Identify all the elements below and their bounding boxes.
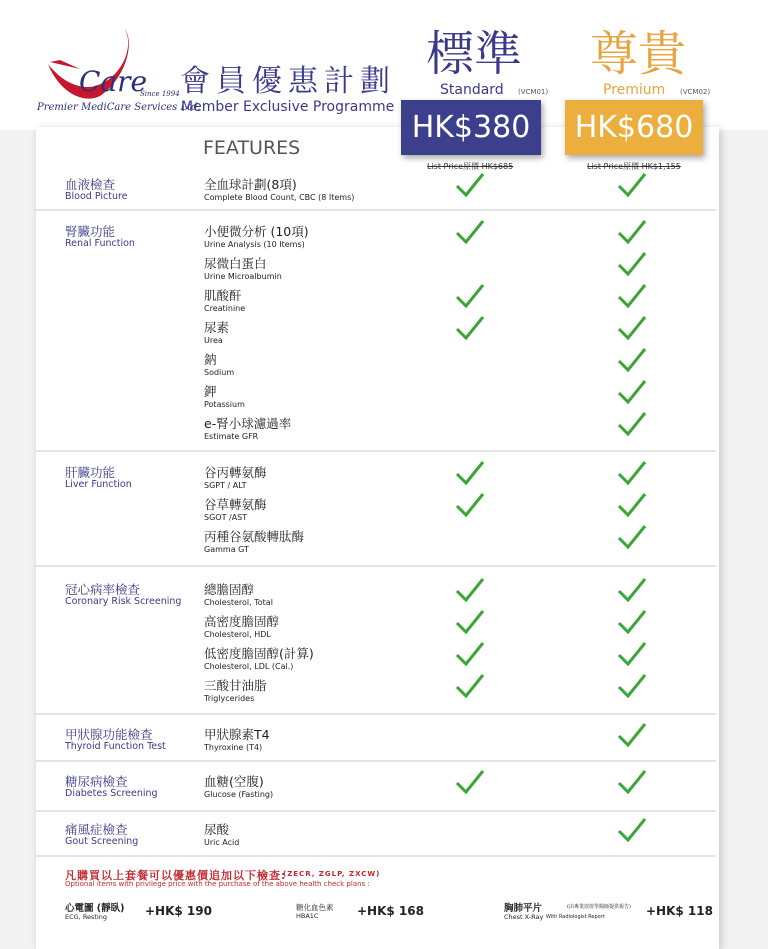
features-heading: FEATURES [203,137,301,159]
premium-check-icon [617,576,647,604]
category-title-zh: 血液檢查 [65,177,116,192]
feature-item-zh: 鉀 [204,384,217,399]
premium-price-badge: HK$680 [565,100,703,155]
premium-plan-title-zh: 尊貴 [590,26,687,82]
premium-plan-code: (VCM02) [680,88,711,96]
feature-item-en: SGPT / ALT [204,481,247,490]
standard-check-icon [455,459,485,487]
category-title-zh: 痛風症檢查 [65,822,128,837]
category-title-en: Gout Screening [65,836,139,847]
row-divider [36,713,716,715]
category-title-en: Thyroid Function Test [65,741,166,752]
feature-item-zh: 鈉 [204,352,217,367]
row-divider [36,760,716,762]
standard-check-icon [455,576,485,604]
page-title-zh: 會員優惠計劃 [180,64,396,99]
optional-item-name-en: Chest X-Ray [504,913,544,921]
feature-item-en: Gamma GT [204,545,249,554]
feature-item-zh: 甲狀腺素T4 [204,727,270,742]
premium-check-icon [617,523,647,551]
feature-item-en: Cholesterol, LDL (Cal.) [204,662,294,671]
feature-item-zh: 低密度膽固醇(計算) [204,646,314,661]
standard-check-icon [455,218,485,246]
feature-item-en: Complete Blood Count, CBC (8 Items) [204,193,355,202]
category-title-zh: 冠心病率檢查 [65,582,141,597]
logo-word: Care [79,65,148,98]
category-title-zh: 糖尿病檢查 [65,774,128,789]
premium-check-icon [617,378,647,406]
feature-item-en: Sodium [204,368,235,377]
premium-check-icon [617,218,647,246]
standard-plan-code: (VCM01) [518,88,549,96]
feature-item-en: Urine Analysis (10 Items) [204,240,305,249]
standard-plan-title-en: Standard [440,82,504,98]
optional-item-name-en: HBA1C [296,912,319,920]
feature-item-zh: 尿酸 [204,822,230,837]
premium-check-icon [617,672,647,700]
standard-check-icon [455,608,485,636]
optional-item-price: +HK$ 118 [646,904,713,918]
feature-item-en: Potassium [204,400,245,409]
row-divider [36,565,716,567]
feature-item-en: Urea [204,336,223,345]
optional-heading-en: Optional items with privilege price with the purchase of the above health check plans : [65,880,370,888]
optional-item-note-en: With Radiologist Report [546,913,605,920]
standard-check-icon [455,314,485,342]
premium-check-icon [617,346,647,374]
row-divider [36,810,716,812]
company-name: Premier MediCare Services Ltd. [37,102,201,113]
feature-item-zh: 小便微分析 (10項) [204,224,309,239]
feature-item-zh: 全血球計劃(8項) [204,177,297,192]
optional-item-name-zh: 胸肺平片 [504,903,543,914]
standard-plan-title-zh: 標準 [426,26,523,82]
optional-item-note-zh: (由專業放射學醫師提供報告) [567,904,631,910]
standard-check-icon [455,282,485,310]
feature-item-zh: 尿微白蛋白 [204,256,267,271]
optional-heading-zh: 凡購買以上套餐可以優惠價追加以下檢查: [65,869,287,882]
feature-item-zh: 高密度膽固醇 [204,614,280,629]
feature-item-zh: 肌酸酐 [204,288,242,303]
premium-check-icon [617,410,647,438]
optional-item-name-zh: 心電圖 (靜臥) [65,903,125,914]
feature-item-zh: 三酸甘油脂 [204,678,267,693]
feature-item-en: Thyroxine (T4) [204,743,263,752]
premium-check-icon [617,816,647,844]
standard-check-icon [455,768,485,796]
feature-item-zh: 總膽固醇 [204,582,255,597]
standard-check-icon [455,672,485,700]
row-divider [36,855,716,857]
feature-item-en: Creatinine [204,304,246,313]
feature-item-zh: 血糖(空腹) [204,774,264,789]
feature-item-en: Cholesterol, Total [204,598,273,607]
category-title-en: Liver Function [65,479,132,490]
feature-item-en: Uric Acid [204,838,240,847]
feature-item-zh: 尿素 [204,320,230,335]
feature-item-en: Glucose (Fasting) [204,790,274,799]
optional-codes: (ZECR, ZGLP, ZXCW) [283,870,381,878]
feature-item-en: Urine Microalbumin [204,272,282,281]
feature-item-zh: e-腎小球濾過率 [204,416,292,431]
page-title-en: Member Exclusive Programme [181,99,395,115]
feature-item-en: Cholesterol, HDL [204,630,271,639]
feature-item-en: Triglycerides [204,694,255,703]
row-divider [36,209,716,211]
feature-item-zh: 谷丙轉氨酶 [204,465,267,480]
category-title-en: Diabetes Screening [65,788,158,799]
standard-list-price: List Price原價 HK$685 [427,162,514,171]
optional-item-price: +HK$ 168 [357,904,424,918]
standard-check-icon [455,491,485,519]
row-divider [36,450,716,452]
premium-check-icon [617,250,647,278]
premium-list-price: List Price原價 HK$1,155 [587,162,681,171]
premium-check-icon [617,459,647,487]
standard-check-icon [455,171,485,199]
standard-price-badge: HK$380 [401,100,541,155]
logo-since: Since 1994 [140,90,180,98]
feature-item-en: Estimate GFR [204,432,259,441]
premium-plan-title-en: Premium [603,82,666,98]
premium-check-icon [617,171,647,199]
feature-item-zh: 谷草轉氨酶 [204,497,267,512]
premium-check-icon [617,282,647,310]
category-title-en: Renal Function [65,238,135,249]
category-title-en: Coronary Risk Screening [65,596,182,607]
standard-check-icon [455,640,485,668]
optional-item-price: +HK$ 190 [145,904,212,918]
premium-check-icon [617,768,647,796]
feature-item-en: SGOT /AST [204,513,248,522]
premium-check-icon [617,721,647,749]
category-title-en: Blood Picture [65,191,128,202]
category-title-zh: 腎臟功能 [65,224,116,239]
category-title-zh: 甲狀腺功能檢查 [65,727,153,742]
feature-item-zh: 丙種谷氨酸轉肽酶 [204,529,305,544]
premium-check-icon [617,608,647,636]
optional-item-name-zh: 糖化血色素 [296,903,334,912]
premium-check-icon [617,491,647,519]
premium-check-icon [617,314,647,342]
optional-item-name-en: ECG, Resting [65,913,108,921]
category-title-zh: 肝臟功能 [65,465,116,480]
premium-check-icon [617,640,647,668]
